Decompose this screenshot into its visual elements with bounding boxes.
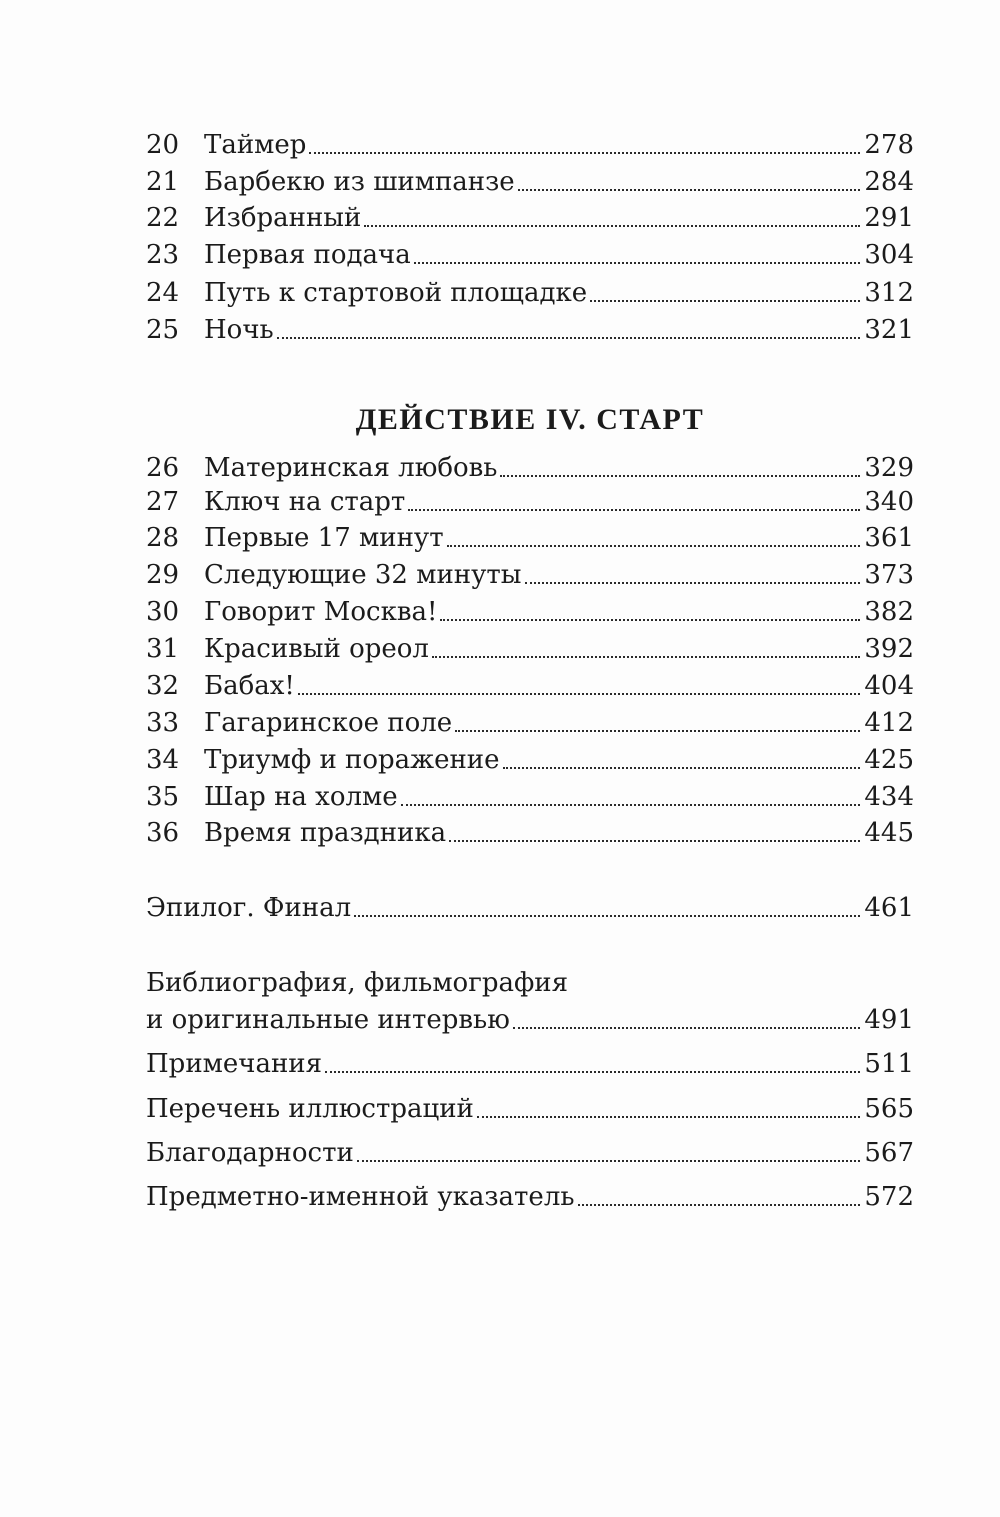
toc-entry (146, 594, 914, 631)
back-matter-title: Примечания (146, 1049, 323, 1079)
toc-entry (146, 557, 914, 594)
page-number: 361 (864, 523, 914, 553)
section-heading: ДЕЙСТВИЕ IV. СТАРТ (355, 403, 705, 436)
back-matter-title: Перечень иллюстраций (146, 1094, 474, 1124)
chapter-number: 21 (146, 167, 180, 197)
chapter-number: 22 (146, 203, 180, 233)
chapter-number: 20 (146, 130, 180, 160)
page-number: 461 (864, 893, 914, 923)
page-number: 382 (864, 597, 914, 627)
chapter-title: Избранный (204, 203, 362, 233)
toc-entry (146, 164, 914, 201)
toc-entry (146, 237, 914, 274)
bibliography-title-line2: и оригинальные интервью (146, 1005, 510, 1035)
page-number: 321 (864, 315, 914, 345)
chapter-title: Первая подача (204, 240, 411, 270)
toc-entry (146, 200, 914, 237)
toc-entry (146, 742, 914, 779)
page-number: 340 (864, 487, 914, 517)
page-number: 445 (864, 818, 914, 848)
dot-leader (578, 1204, 861, 1206)
chapter-number: 28 (146, 523, 180, 553)
chapter-number: 27 (146, 487, 180, 517)
dot-leader (518, 189, 861, 191)
dot-leader (414, 262, 861, 264)
chapter-title: Первые 17 минут (204, 523, 444, 553)
chapter-title: Барбекю из шимпанзе (204, 167, 515, 197)
dot-leader (357, 1160, 861, 1162)
chapter-number: 23 (146, 240, 180, 270)
chapter-title: Следующие 32 минуты (204, 560, 522, 590)
toc-entry (146, 705, 914, 742)
page-number: 278 (864, 130, 914, 160)
dot-leader (401, 804, 861, 806)
toc-entry (146, 815, 914, 852)
dot-leader (440, 619, 860, 621)
chapter-title: Ночь (204, 315, 274, 345)
chapter-number: 31 (146, 634, 180, 664)
dot-leader (309, 152, 860, 154)
toc-entry (146, 779, 914, 816)
chapter-number: 36 (146, 818, 180, 848)
page-number: 291 (864, 203, 914, 233)
page-number: 565 (864, 1094, 914, 1124)
toc-entry-acknowledgements (146, 1135, 914, 1172)
dot-leader (447, 545, 861, 547)
page-number: 434 (864, 782, 914, 812)
chapter-number: 32 (146, 671, 180, 701)
dot-leader (354, 915, 860, 917)
dot-leader (513, 1027, 861, 1029)
toc-entry-notes (146, 1046, 914, 1083)
chapter-number: 29 (146, 560, 180, 590)
page-number: 412 (864, 708, 914, 738)
chapter-title: Триумф и поражение (204, 745, 500, 775)
toc-entry (146, 127, 914, 164)
back-matter-title: Предметно-именной указатель (146, 1182, 575, 1212)
chapter-title: Путь к стартовой площадке (204, 278, 588, 308)
chapter-title: Материнская любовь (204, 453, 498, 483)
page-number: 329 (864, 453, 914, 483)
chapter-number: 24 (146, 278, 180, 308)
chapter-title: Время праздника (204, 818, 447, 848)
dot-leader (525, 582, 861, 584)
page-number: 392 (864, 634, 914, 664)
toc-entry-index (146, 1179, 914, 1216)
chapter-title: Гагаринское поле (204, 708, 453, 738)
page-number: 511 (864, 1049, 914, 1079)
dot-leader (408, 509, 860, 511)
toc-entry (146, 275, 914, 312)
toc-entry-illustrations (146, 1091, 914, 1128)
toc-entry-epilogue (146, 890, 914, 927)
chapter-title: Шар на холме (204, 782, 398, 812)
chapter-number: 33 (146, 708, 180, 738)
dot-leader (503, 767, 861, 769)
page-number: 284 (864, 167, 914, 197)
dot-leader (432, 656, 860, 658)
toc-entry (146, 631, 914, 668)
chapter-number: 25 (146, 315, 180, 345)
chapter-number: 35 (146, 782, 180, 812)
page-number: 572 (864, 1182, 914, 1212)
dot-leader (500, 475, 860, 477)
page-number: 404 (864, 671, 914, 701)
bibliography-title-line1: Библиография, фильмография (146, 968, 569, 998)
toc-entry (146, 312, 914, 349)
page-number: 567 (864, 1138, 914, 1168)
toc-entry (146, 520, 914, 557)
dot-leader (364, 225, 860, 227)
page-number: 304 (864, 240, 914, 270)
page-number: 425 (864, 745, 914, 775)
dot-leader (449, 840, 860, 842)
epilogue-title: Эпилог. Финал (146, 893, 352, 923)
dot-leader (477, 1116, 860, 1118)
chapter-title: Говорит Москва! (204, 597, 438, 627)
back-matter-title: Благодарности (146, 1138, 354, 1168)
chapter-title: Таймер (204, 130, 307, 160)
dot-leader (277, 337, 861, 339)
page-number: 373 (864, 560, 914, 590)
chapter-title: Красивый ореол (204, 634, 429, 664)
toc-entry-bibliography (146, 1002, 914, 1039)
toc-entry (146, 450, 914, 487)
toc-entry (146, 484, 914, 521)
chapter-number: 34 (146, 745, 180, 775)
dot-leader (325, 1071, 860, 1073)
toc-entry (146, 668, 914, 705)
dot-leader (455, 730, 860, 732)
dot-leader (590, 300, 860, 302)
chapter-title: Бабах! (204, 671, 295, 701)
page-number: 491 (864, 1005, 914, 1035)
chapter-number: 30 (146, 597, 180, 627)
dot-leader (298, 693, 860, 695)
chapter-title: Ключ на старт (204, 487, 406, 517)
chapter-number: 26 (146, 453, 180, 483)
page-number: 312 (864, 278, 914, 308)
